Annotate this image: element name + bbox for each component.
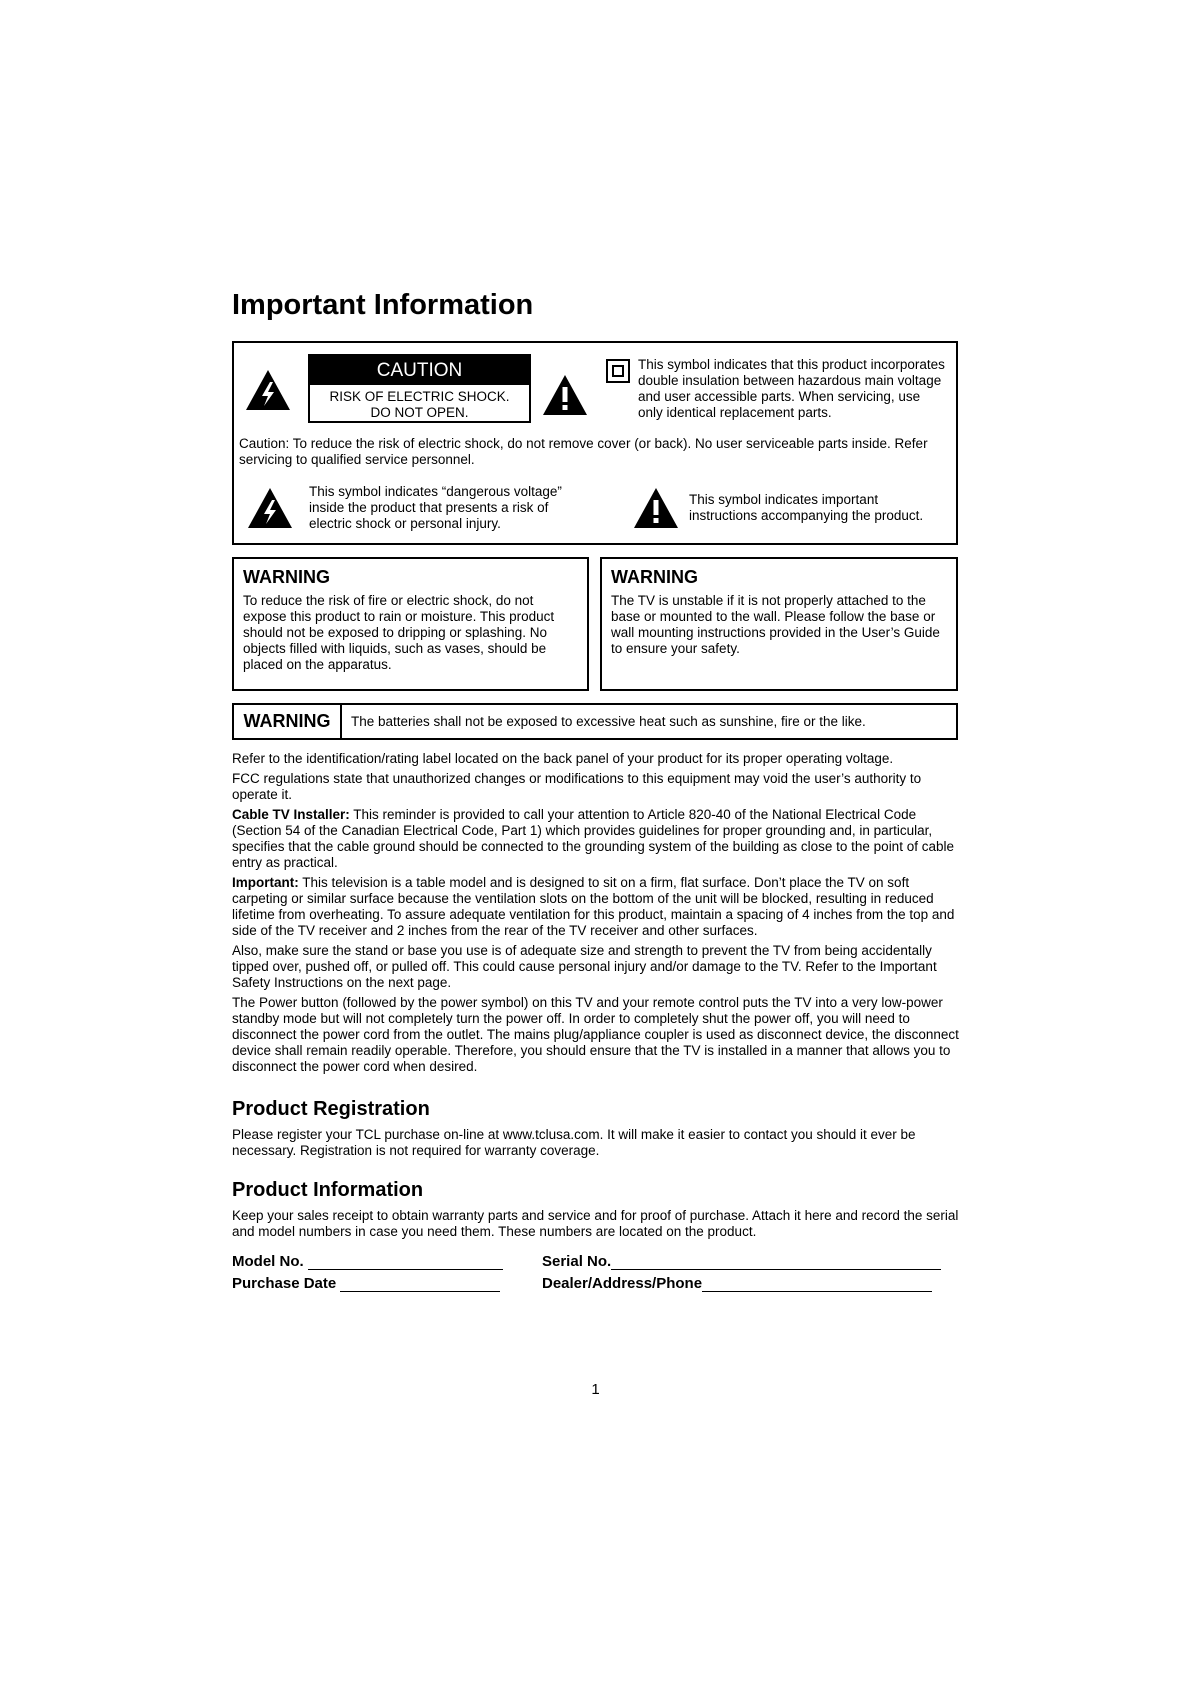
serial-number-line xyxy=(611,1254,941,1270)
important-label: Important: xyxy=(232,875,299,890)
important-text: This television is a table model and is designed to sit on a firm, flat surface. Don’t place the TV on soft carpeting or similar surface because the ventilation slots on the bottom of the unit will be blocked, resulting in reduced lifetime from overheating. To assure adequate ventilation for this product, maintain a spacing of 4 inches from the top and side of the TV receiver and 2 inches from the rear of the TV receiver and other surfaces. xyxy=(232,875,955,938)
caution-label xyxy=(308,354,531,423)
battery-warning-box xyxy=(232,703,958,740)
serial-number-label: Serial No. xyxy=(542,1253,612,1270)
record-fields xyxy=(232,1248,960,1292)
warning-title: WARNING xyxy=(611,567,698,587)
exclamation-warning-icon xyxy=(543,375,587,415)
caution-label-head: CAUTION xyxy=(310,356,529,385)
product-info-heading: Product Information xyxy=(232,1179,424,1201)
lightning-warning-icon xyxy=(248,488,292,528)
lightning-warning-icon xyxy=(246,370,290,410)
caution-text: Caution: To reduce the risk of electric shock, do not remove cover (or back). No user serviceable parts inside. Refer servicing to qualified service personnel. xyxy=(239,436,928,467)
caution-label-line2: DO NOT OPEN. xyxy=(370,405,469,420)
double-insulation-text: This symbol indicates that this product incorporates double insulation between hazardous main voltage and user accessible parts. When servicing, use only identical replacement parts. xyxy=(638,357,945,420)
battery-warning-text: The batteries shall not be exposed to excessive heat such as sunshine, fire or the like. xyxy=(351,714,866,729)
purchase-date-label: Purchase Date xyxy=(232,1275,337,1292)
registration-heading: Product Registration xyxy=(232,1098,430,1120)
warning-title: WARNING xyxy=(243,567,330,587)
double-insulation-icon xyxy=(606,359,630,383)
power-paragraph: The Power button (followed by the power symbol) on this TV and your remote control puts the TV into a very low-power standby mode but will not completely turn the power off. In order to completely shut the power off, you will need to disconnect the power cord from the outlet. The mains plug/appliance coupler is used as disconnect device, the disconnect device shall remain readily operable. Therefore, you should ensure that the TV is installed in a manner that allows you to disconnect the power cord when desired. xyxy=(232,995,959,1074)
voltage-symbol-text: This symbol indicates “dangerous voltage” inside the product that presents a risk of electric shock or personal injury. xyxy=(309,484,562,531)
stability-warning-text: The TV is unstable if it is not properly attached to the base or mounted to the wall. Please follow the base or wall mounting instructions provided in the User’s Guide to ensure your safety. xyxy=(611,593,940,656)
fire-warning-box xyxy=(232,557,589,691)
exclamation-warning-icon xyxy=(634,488,678,528)
caution-box xyxy=(232,341,958,545)
body-section xyxy=(232,751,960,1079)
dealer-line xyxy=(702,1276,932,1292)
model-number-label: Model No. xyxy=(232,1253,304,1270)
caution-label-line1: RISK OF ELECTRIC SHOCK. xyxy=(329,389,510,404)
stability-warning-box xyxy=(600,557,958,691)
dealer-label: Dealer/Address/Phone xyxy=(542,1275,703,1292)
model-number-line xyxy=(308,1254,503,1270)
purchase-date-line xyxy=(340,1276,500,1292)
stand-paragraph: Also, make sure the stand or base you use is of adequate size and strength to prevent the TV from being accidentally tipped over, pushed off, or pulled off. This could cause personal injury and/or damage to the TV. Refer to the Important Safety Instructions on the next page. xyxy=(232,943,937,990)
page-title: Important Information xyxy=(232,289,534,321)
fcc-paragraph: FCC regulations state that unauthorized changes or modifications to this equipment may void the user’s authority to operate it. xyxy=(232,771,922,802)
registration-text: Please register your TCL purchase on-line at www.tclusa.com. It will make it easier to contact you should it ever be necessary. Registration is not required for warranty coverage. xyxy=(232,1127,916,1158)
fire-warning-text: To reduce the risk of fire or electric shock, do not expose this product to rain or moisture. This product should not be exposed to dripping or splashing. No objects filled with liquids, such as vases, should be placed on the apparatus. xyxy=(243,593,555,672)
voltage-paragraph: Refer to the identification/rating label located on the back panel of your product for its proper operating voltage. xyxy=(232,751,894,766)
cable-installer-paragraph xyxy=(232,807,960,871)
instructions-symbol-text: This symbol indicates important instructions accompanying the product. xyxy=(689,492,924,523)
product-info-text: Keep your sales receipt to obtain warranty parts and service and for proof of purchase. Attach it here and record the serial and model numbers in case you need them. These numbers are located on the product. xyxy=(232,1208,959,1239)
page-number: 1 xyxy=(591,1381,600,1398)
cable-installer-text: This reminder is provided to call your attention to Article 820-40 of the National Electrical Code (Section 54 of the Canadian Electrical Code, Part 1) which provides guidelines for proper grounding and, in particular, specifies that the cable ground should be connected to the grounding system of the building as close to the point of cable entry as practical. xyxy=(232,807,954,870)
warning-title: WARNING xyxy=(234,705,342,738)
important-paragraph xyxy=(232,875,960,939)
cable-installer-label: Cable TV Installer: xyxy=(232,807,350,822)
